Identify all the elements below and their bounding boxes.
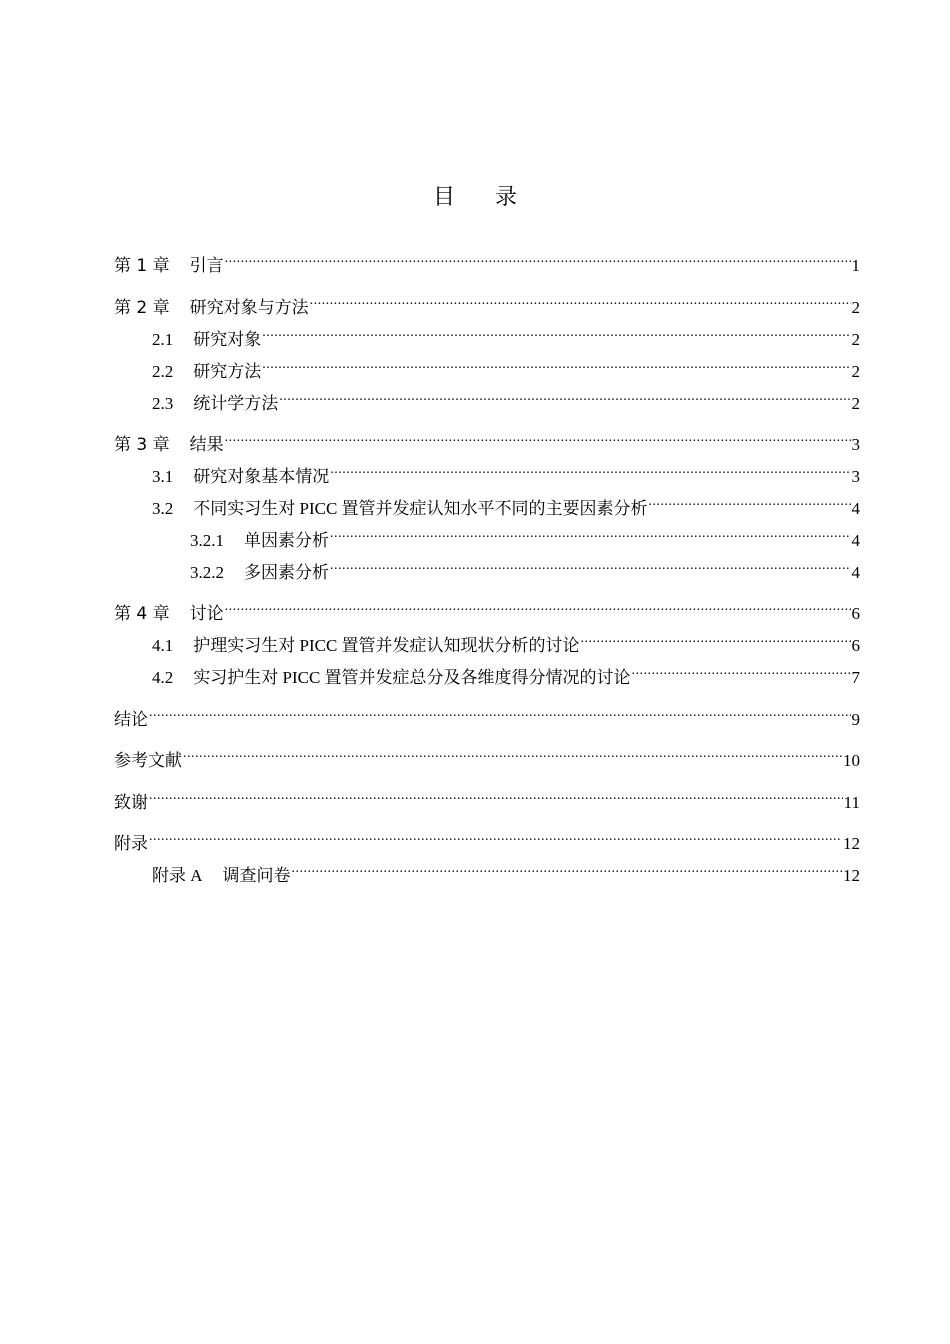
toc-title-part1: 目 — [432, 185, 455, 210]
toc-entry-number: 3.2.2 — [190, 563, 224, 582]
toc-entry-page: 3 — [851, 435, 860, 454]
toc-leader-dots — [632, 659, 851, 683]
toc-entry-references[interactable] — [114, 742, 860, 771]
toc-entry-number: 2.1 — [152, 330, 174, 349]
toc-entry-label: 不同实习生对 PICC 置管并发症认知水平不同的主要因素分析 — [193, 499, 648, 518]
toc-leader-dots — [225, 247, 851, 271]
toc-entry-subsection-3-2-1[interactable] — [190, 522, 860, 550]
toc-entry-label: 结论 — [114, 710, 148, 730]
toc-leader-dots — [149, 784, 843, 808]
toc-entry-label: 附录 — [114, 834, 148, 854]
toc-entry-label: 实习护生对 PICC 置管并发症总分及各维度得分情况的讨论 — [193, 668, 631, 687]
toc-entry-chapter-4[interactable] — [114, 595, 860, 624]
toc-entry-subsection-3-2-2[interactable] — [190, 554, 860, 582]
toc-leader-dots — [310, 289, 851, 313]
toc-title — [0, 180, 950, 211]
toc-leader-dots — [262, 321, 850, 345]
toc-leader-dots — [279, 385, 850, 409]
toc-entry-label: 致谢 — [114, 793, 148, 813]
toc-entry-page: 12 — [843, 866, 860, 885]
toc-entry-page: 9 — [851, 710, 860, 729]
toc-leader-dots — [330, 522, 851, 546]
toc-entry-page: 4 — [851, 499, 860, 518]
toc-entry-page: 4 — [851, 531, 860, 550]
toc-entry-conclusion[interactable] — [114, 701, 860, 730]
toc-entry-section-4-1[interactable] — [152, 627, 860, 655]
toc-entry-page: 2 — [851, 330, 860, 349]
toc-entry-number: 第 3 章 — [114, 435, 170, 455]
toc-entry-label: 单因素分析 — [244, 531, 329, 550]
toc-leader-dots — [183, 742, 842, 766]
toc-entry-page: 2 — [851, 394, 860, 413]
toc-entry-section-4-2[interactable] — [152, 659, 860, 687]
toc-leader-dots — [225, 595, 851, 619]
toc-leader-dots — [581, 627, 851, 651]
toc-entry-number: 附录 A — [152, 866, 203, 885]
toc-entry-number: 4.2 — [152, 668, 174, 687]
toc-entry-chapter-1[interactable] — [114, 247, 860, 276]
toc-entry-chapter-3[interactable] — [114, 426, 860, 455]
toc-entry-section-2-3[interactable] — [152, 385, 860, 413]
toc-entry-appendix[interactable] — [114, 825, 860, 854]
toc-title-part2: 录 — [495, 185, 518, 210]
toc-entry-label: 研究对象基本情况 — [193, 467, 330, 486]
toc-entry-number: 2.2 — [152, 362, 174, 381]
toc-leader-dots — [225, 426, 851, 450]
toc-entry-section-2-1[interactable] — [152, 321, 860, 349]
toc-entry-acknowledgements[interactable] — [114, 784, 860, 813]
toc-entry-page: 11 — [843, 793, 860, 812]
toc-entry-label: 统计学方法 — [193, 394, 279, 413]
toc-leader-dots — [262, 353, 850, 377]
toc-entry-page: 7 — [851, 668, 860, 687]
toc-entry-number: 第 1 章 — [114, 256, 170, 276]
toc-entry-label: 护理实习生对 PICC 置管并发症认知现状分析的讨论 — [193, 636, 580, 655]
toc-entry-number: 4.1 — [152, 636, 174, 655]
toc-entry-page: 4 — [851, 563, 860, 582]
toc-entry-label: 参考文献 — [114, 751, 182, 771]
toc-entry-number: 第 4 章 — [114, 604, 170, 624]
toc-entry-number: 3.2.1 — [190, 531, 224, 550]
toc-entry-number: 3.2 — [152, 499, 174, 518]
toc-entry-label: 多因素分析 — [244, 563, 329, 582]
toc-entry-label: 研究方法 — [193, 362, 262, 381]
toc-entry-label: 研究对象 — [193, 330, 262, 349]
toc-leader-dots — [330, 458, 850, 482]
toc-entry-page: 1 — [851, 256, 860, 275]
toc-entry-label: 引言 — [189, 256, 224, 276]
toc-entry-page: 3 — [851, 467, 860, 486]
toc-entry-label: 调查问卷 — [222, 866, 291, 885]
toc-entry-label: 结果 — [189, 435, 224, 455]
toc-entry-section-3-2[interactable] — [152, 490, 860, 518]
toc-leader-dots — [149, 701, 851, 725]
toc-leader-dots — [330, 554, 851, 578]
toc-entry-appendix-a[interactable] — [152, 857, 860, 885]
toc-entry-chapter-2[interactable] — [114, 289, 860, 318]
toc-entry-page: 6 — [851, 604, 860, 623]
toc-leader-dots — [649, 490, 851, 514]
toc-entry-page: 2 — [851, 362, 860, 381]
toc-entry-label: 研究对象与方法 — [189, 298, 309, 318]
toc-entry-number: 2.3 — [152, 394, 174, 413]
toc-entry-number: 3.1 — [152, 467, 174, 486]
toc-entry-number: 第 2 章 — [114, 298, 170, 318]
toc-entry-label: 讨论 — [189, 604, 224, 624]
toc-entry-page: 10 — [843, 751, 860, 770]
toc-entry-section-2-2[interactable] — [152, 353, 860, 381]
toc-entry-section-3-1[interactable] — [152, 458, 860, 486]
toc-leader-dots — [149, 825, 842, 849]
toc-leader-dots — [292, 857, 842, 881]
toc-entry-page: 12 — [843, 834, 860, 853]
toc-entry-page: 2 — [851, 298, 860, 317]
toc-entry-page: 6 — [851, 636, 860, 655]
